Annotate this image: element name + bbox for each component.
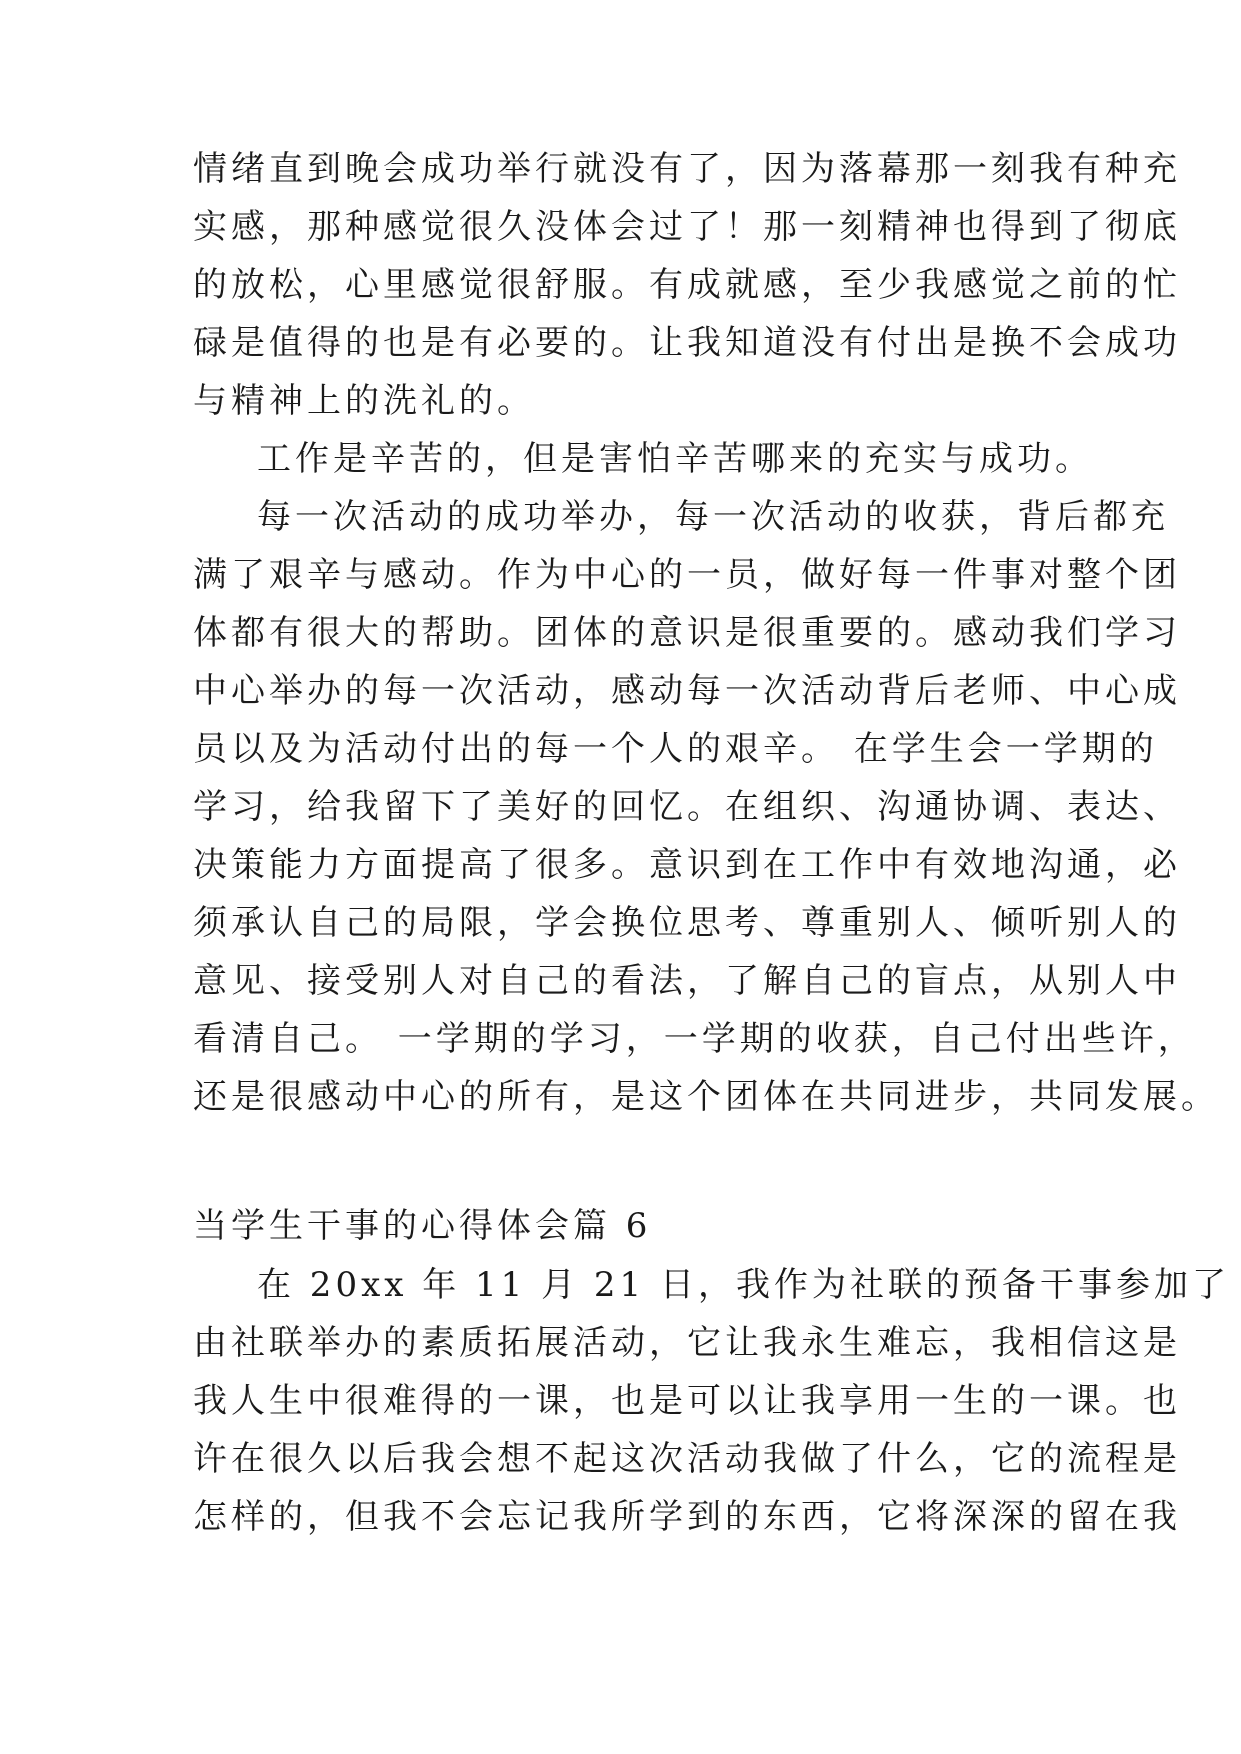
text-line: 体都有很大的帮助。团体的意识是很重要的。感动我们学习 bbox=[193, 613, 1181, 653]
text-line: 满了艰辛与感动。作为中心的一员，做好每一件事对整个团 bbox=[193, 555, 1181, 595]
text-line: 看清自己。 一学期的学习，一学期的收获，自己付出些许， bbox=[193, 1019, 1196, 1059]
text-line: 工作是辛苦的，但是害怕辛苦哪来的充实与成功。 bbox=[257, 439, 1093, 479]
text-line: 许在很久以后我会想不起这次活动我做了什么，它的流程是 bbox=[193, 1439, 1181, 1479]
text-line: 学习，给我留下了美好的回忆。在组织、沟通协调、表达、 bbox=[193, 787, 1181, 827]
text-line: 在 20xx 年 11 月 21 日，我作为社联的预备干事参加了 bbox=[257, 1265, 1230, 1305]
section-heading: 当学生干事的心得体会篇 6 bbox=[193, 1206, 652, 1246]
paragraph-3 bbox=[193, 488, 1219, 1126]
text-line: 还是很感动中心的所有，是这个团体在共同进步，共同发展。 bbox=[193, 1077, 1219, 1117]
paragraph-2 bbox=[193, 430, 1093, 488]
paragraph-1 bbox=[193, 140, 1181, 430]
paragraph-4 bbox=[193, 1256, 1230, 1546]
text-line: 情绪直到晚会成功举行就没有了，因为落幕那一刻我有种充 bbox=[193, 149, 1181, 189]
text-line: 我人生中很难得的一课，也是可以让我享用一生的一课。也 bbox=[193, 1381, 1181, 1421]
text-line: 怎样的，但我不会忘记我所学到的东西，它将深深的留在我 bbox=[193, 1497, 1181, 1537]
text-line: 决策能力方面提高了很多。意识到在工作中有效地沟通，必 bbox=[193, 845, 1181, 885]
text-line: 每一次活动的成功举办，每一次活动的收获，背后都充 bbox=[257, 497, 1169, 537]
text-line: 由社联举办的素质拓展活动，它让我永生难忘，我相信这是 bbox=[193, 1323, 1181, 1363]
section-heading-block bbox=[193, 1197, 1053, 1255]
text-line: 须承认自己的局限，学会换位思考、尊重别人、倾听别人的 bbox=[193, 903, 1181, 943]
text-line: 中心举办的每一次活动，感动每一次活动背后老师、中心成 bbox=[193, 671, 1181, 711]
text-line: 意见、接受别人对自己的看法，了解自己的盲点，从别人中 bbox=[193, 961, 1181, 1001]
text-line: 与精神上的洗礼的。 bbox=[193, 381, 535, 421]
text-line: 实感，那种感觉很久没体会过了！那一刻精神也得到了彻底 bbox=[193, 207, 1181, 247]
text-line: 员以及为活动付出的每一个人的艰辛。 在学生会一学期的 bbox=[193, 729, 1158, 769]
text-line: 的放松，心里感觉很舒服。有成就感，至少我感觉之前的忙 bbox=[193, 265, 1181, 305]
text-line: 碌是值得的也是有必要的。让我知道没有付出是换不会成功 bbox=[193, 323, 1181, 363]
